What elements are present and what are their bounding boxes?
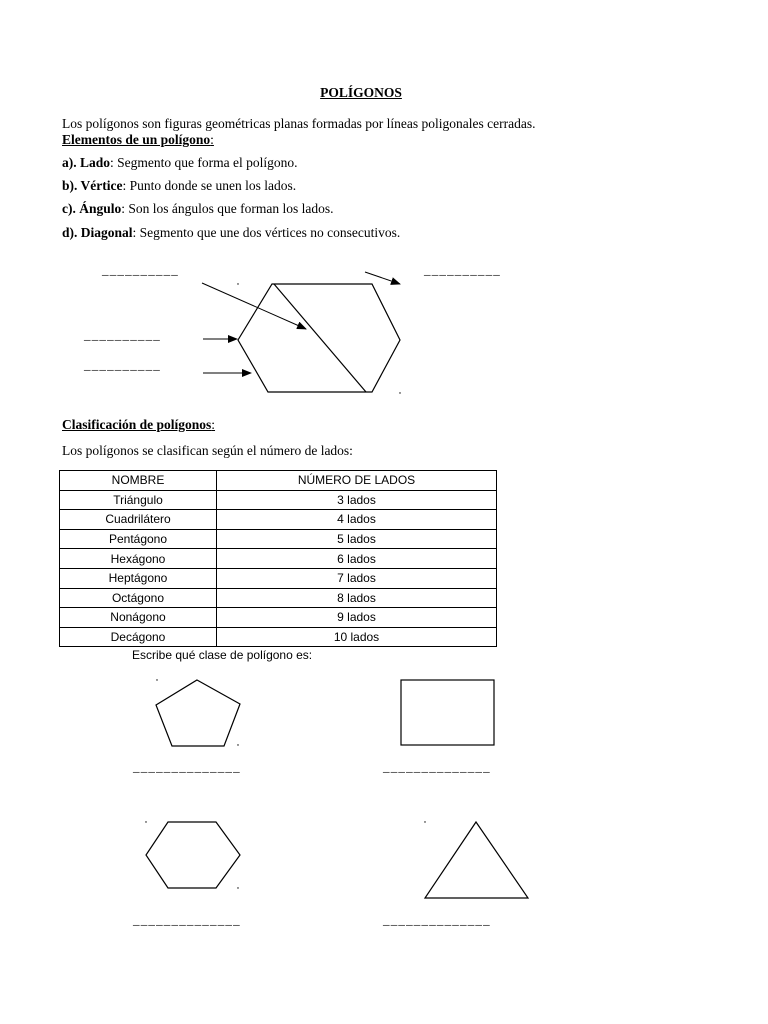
answer-blank-3[interactable]: __________ xyxy=(84,327,161,342)
triangle-shape xyxy=(425,822,528,898)
page-title: POLÍGONOS xyxy=(320,85,402,100)
answer-blank-triangle[interactable]: ______________ xyxy=(383,912,491,927)
polygon-table xyxy=(59,470,497,647)
table-cell-lados: 4 lados xyxy=(217,510,497,530)
classification-heading: Clasificación de polígonos: xyxy=(62,417,216,432)
classification-intro: Los polígonos se clasifican según el número de lados: xyxy=(62,443,353,458)
table-cell-nombre: Octágono xyxy=(60,588,217,608)
table-cell-lados: 5 lados xyxy=(217,529,497,549)
rectangle-shape xyxy=(401,680,494,745)
table-cell-lados: 3 lados xyxy=(217,490,497,510)
table-cell-nombre: Pentágono xyxy=(60,529,217,549)
table-header-row xyxy=(60,471,497,491)
pentagon-shape xyxy=(156,680,240,746)
table-row xyxy=(60,529,497,549)
arrow-to-diagonal xyxy=(202,283,306,329)
exercise-prompt: Escribe qué clase de polígono es: xyxy=(132,648,313,662)
intro-text: Los polígonos son figuras geométricas planas formadas por líneas poligonales cerradas. xyxy=(62,116,536,131)
answer-blank-4[interactable]: __________ xyxy=(84,357,161,372)
table-cell-lados: 6 lados xyxy=(217,549,497,569)
answer-blank-rectangle[interactable]: ______________ xyxy=(383,759,491,774)
table-row xyxy=(60,588,497,608)
element-item-lado: a). Lado: Segmento que forma el polígono. xyxy=(62,155,298,170)
table-row xyxy=(60,568,497,588)
diagonal-line xyxy=(274,284,366,392)
table-cell-lados: 7 lados xyxy=(217,568,497,588)
element-item-angulo: c). Ángulo: Son los ángulos que forman los lados. xyxy=(62,201,334,216)
table-cell-nombre: Cuadrilátero xyxy=(60,510,217,530)
hexagon-exercise-shape xyxy=(146,822,240,888)
table-row xyxy=(60,549,497,569)
element-item-vertice: b). Vértice: Punto donde se unen los lados. xyxy=(62,178,297,193)
answer-blank-1[interactable]: __________ xyxy=(102,262,179,277)
hexagon-shape xyxy=(238,284,400,392)
table-row xyxy=(60,510,497,530)
table-cell-lados: 8 lados xyxy=(217,588,497,608)
answer-blank-hexagon[interactable]: ______________ xyxy=(133,912,241,927)
arrow-to-vertex xyxy=(365,272,400,284)
table-row xyxy=(60,608,497,628)
table-cell-nombre: Nonágono xyxy=(60,608,217,628)
table-cell-nombre: Decágono xyxy=(60,627,217,647)
table-cell-nombre: Triángulo xyxy=(60,490,217,510)
table-cell-nombre: Hexágono xyxy=(60,549,217,569)
element-item-diagonal: d). Diagonal: Segmento que une dos vértices no consecutivos. xyxy=(62,225,401,240)
answer-blank-2[interactable]: __________ xyxy=(424,262,501,277)
table-cell-nombre: Heptágono xyxy=(60,568,217,588)
answer-blank-pentagon[interactable]: ______________ xyxy=(133,759,241,774)
table-row xyxy=(60,627,497,647)
table-row xyxy=(60,490,497,510)
table-cell-lados: 10 lados xyxy=(217,627,497,647)
table-header-lados: NÚMERO DE LADOS xyxy=(217,471,497,491)
table-cell-lados: 9 lados xyxy=(217,608,497,628)
elements-heading: Elementos de un polígono: xyxy=(62,132,214,147)
table-header-nombre: NOMBRE xyxy=(60,471,217,491)
